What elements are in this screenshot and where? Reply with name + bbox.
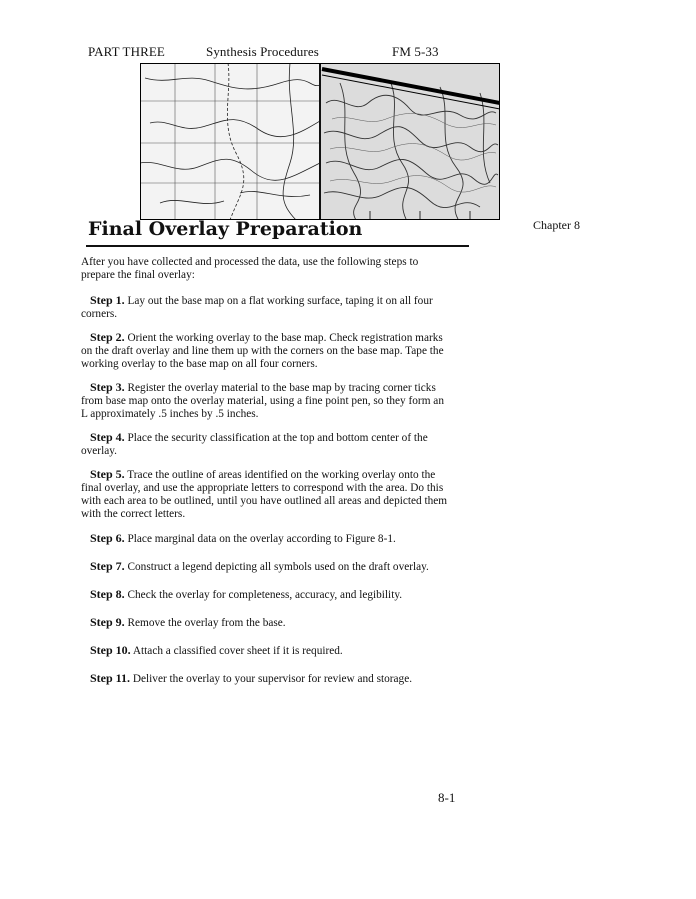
step-7 (81, 560, 453, 574)
step-number: Step 8. (90, 587, 125, 601)
page-number: 8-1 (438, 790, 456, 805)
step-number: Step 6. (90, 531, 125, 545)
step-3 (81, 381, 453, 421)
step-5 (81, 468, 453, 521)
title-rule (86, 245, 469, 247)
step-text: Orient the working overlay to the base map. Check registration marks on the draft overlay and line them up with the corners on the base map. Tape the working overlay to the base map on all four corners. (81, 332, 444, 370)
step-11 (81, 672, 453, 686)
step-text: Place marginal data on the overlay according to Figure 8-1. (127, 533, 396, 545)
step-text: Trace the outline of areas identified on the working overlay onto the final overlay, and use the appropriate letters to correspond with the area. Do this with each area to be outlined, until you have outlined all areas and depicted them with the correct letters. (81, 469, 448, 520)
header-section: Synthesis Procedures (206, 44, 319, 59)
step-text: Lay out the base map on a flat working surface, taping it on all four corners. (81, 295, 433, 320)
step-number: Step 10. (90, 643, 131, 657)
step-number: Step 5. (90, 467, 125, 481)
intro-paragraph: After you have collected and processed the data, use the following steps to prepare the final overlay: (81, 256, 419, 281)
page-title: Final Overlay Preparation (88, 218, 363, 240)
map-figure (140, 63, 500, 220)
step-10 (81, 644, 453, 658)
step-8 (81, 588, 453, 602)
step-6 (81, 532, 453, 546)
body-text (81, 256, 453, 686)
step-number: Step 1. (90, 293, 125, 307)
header-manual-number: FM 5-33 (392, 44, 439, 59)
step-number: Step 9. (90, 615, 125, 629)
step-text: Construct a legend depicting all symbols used on the draft overlay. (127, 561, 429, 573)
step-text: Register the overlay material to the base map by tracing corner ticks from base map onto the overlay material, using a fine point pen, so they form an L approximately .5 inches by .5 inches. (81, 382, 444, 420)
step-2 (81, 331, 453, 371)
step-number: Step 3. (90, 380, 125, 394)
step-text: Deliver the overlay to your supervisor for review and storage. (132, 673, 413, 685)
step-4 (81, 431, 453, 458)
step-number: Step 4. (90, 430, 125, 444)
step-number: Step 11. (90, 671, 131, 685)
step-number: Step 2. (90, 330, 125, 344)
step-text: Attach a classified cover sheet if it is required. (132, 645, 343, 657)
step-9 (81, 616, 453, 630)
header-part: PART THREE (88, 44, 165, 59)
step-text: Remove the overlay from the base. (127, 617, 286, 629)
step-number: Step 7. (90, 559, 125, 573)
step-text: Check the overlay for completeness, accuracy, and legibility. (127, 589, 403, 601)
step-1 (81, 294, 453, 321)
chapter-label: Chapter 8 (533, 218, 580, 232)
step-text: Place the security classification at the top and bottom center of the overlay. (81, 432, 428, 457)
